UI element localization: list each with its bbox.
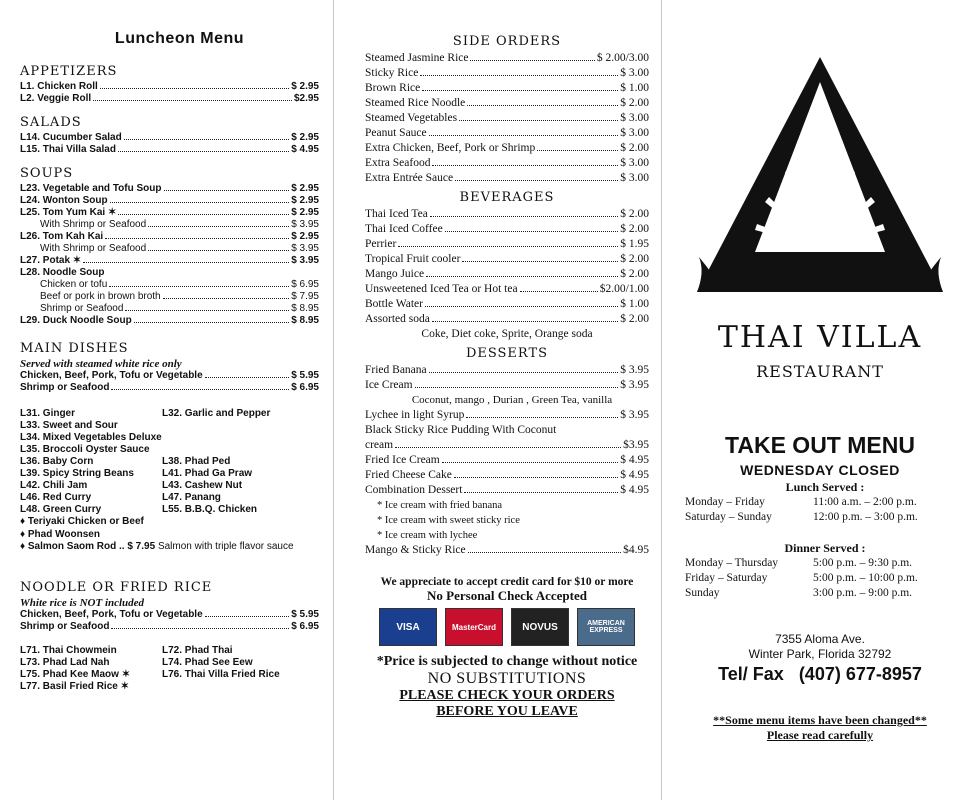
item-name: Chicken, Beef, Pork, Tofu or Vegetable xyxy=(20,608,203,620)
item-price: $3.95 xyxy=(623,439,649,451)
combo-item: * Ice cream with sweet sticky rice xyxy=(377,515,520,526)
item-name: Lychee in light Syrup xyxy=(365,409,465,421)
item-price: $ 4.95 xyxy=(291,144,319,155)
item-name: L2. Veggie Roll xyxy=(20,93,92,104)
dish-item: L31. Ginger xyxy=(20,408,76,419)
tel-number: (407) 677-8957 xyxy=(798,664,922,684)
menu-row xyxy=(365,363,649,378)
menu-row xyxy=(20,267,319,279)
dish-item: L43. Cashew Nut xyxy=(162,480,243,491)
dish-item: L42. Chili Jam xyxy=(20,480,88,491)
leader-dots xyxy=(432,165,618,166)
item-name: L25. Tom Yum Kai ✶ xyxy=(20,207,117,218)
item-price: $ 2.95 xyxy=(291,132,319,143)
item-name: L26. Tom Kah Kai xyxy=(20,231,104,242)
dish-item: L48. Green Curry xyxy=(20,504,102,515)
extra-item: ♦ Teriyaki Chicken or Beef xyxy=(20,516,144,527)
soups-list xyxy=(20,183,319,327)
item-price: $ 2.00 xyxy=(620,97,649,109)
item-price: $ 6.95 xyxy=(291,620,319,632)
main-dishes-note: Served with steamed white rice only xyxy=(20,358,182,370)
beverages-list xyxy=(365,207,649,327)
item-price: $ 3.95 xyxy=(620,364,649,376)
menu-row xyxy=(365,66,649,81)
leader-dots xyxy=(164,190,290,191)
menu-row xyxy=(20,132,319,144)
item-name: L1. Chicken Roll xyxy=(20,81,98,92)
leader-dots xyxy=(111,628,289,629)
dish-item: L75. Phad Kee Maow ✶ xyxy=(20,668,131,680)
item-name: Thai Iced Coffee xyxy=(365,223,443,235)
changed-line: **Some menu items have been changed** xyxy=(713,713,927,727)
item-name: L24. Wonton Soup xyxy=(20,195,108,206)
leader-dots xyxy=(395,447,621,448)
salmon-item: ♦ Salmon Saom Rod .. $ 7.95 xyxy=(20,541,156,552)
dish-item: L36. Baby Corn xyxy=(20,456,94,467)
menu-row xyxy=(20,279,319,291)
card-logos xyxy=(365,608,649,646)
brand-name: THAI VILLA xyxy=(717,320,923,355)
extra-item: ♦ Phad Woonsen xyxy=(20,528,100,540)
dish-item: L71. Thai Chowmein xyxy=(20,644,117,656)
leader-dots xyxy=(398,246,618,247)
item-name: With Shrimp or Seafood xyxy=(40,219,147,230)
item-price: $ 3.00 xyxy=(620,67,649,79)
main-dishes-heading: MAIN DISHES xyxy=(20,341,129,356)
leader-dots xyxy=(111,389,289,390)
item-price: $ 1.00 xyxy=(620,82,649,94)
luncheon-panel xyxy=(0,0,333,800)
item-price: $ 1.95 xyxy=(620,238,649,250)
menu-row xyxy=(20,183,319,195)
item-price: $ 3.95 xyxy=(620,409,649,421)
amex-logo: AMERICAN EXPRESS xyxy=(577,608,635,646)
item-name: Thai Iced Tea xyxy=(365,208,428,220)
item-price: $ 4.95 xyxy=(620,469,649,481)
menu-row xyxy=(20,81,319,93)
menu-row xyxy=(365,543,649,558)
leader-dots xyxy=(454,477,618,478)
item-name: Combination Dessert xyxy=(365,484,463,496)
item-price: $ 3.00 xyxy=(620,157,649,169)
leader-dots xyxy=(205,377,290,378)
brand-restaurant: RESTAURANT xyxy=(756,362,884,381)
item-price: $ 3.00 xyxy=(620,127,649,139)
menu-row xyxy=(365,96,649,111)
menu-row xyxy=(20,609,319,621)
address-line-2: Winter Park, Florida 32792 xyxy=(748,647,892,661)
menu-row xyxy=(20,207,319,219)
menu-row xyxy=(365,81,649,96)
item-price: $ 2.00 xyxy=(620,142,649,154)
leader-dots xyxy=(110,202,290,203)
salads-list xyxy=(20,132,319,156)
item-name: Chicken, Beef, Pork, Tofu or Vegetable xyxy=(20,370,203,381)
menu-row xyxy=(365,282,649,297)
credit-card-note: We appreciate to accept credit card for $10 or more xyxy=(380,576,634,588)
dish-item xyxy=(162,681,319,693)
leader-dots xyxy=(429,135,619,136)
item-price: $ 2.95 xyxy=(291,195,319,206)
luncheon-title: Luncheon Menu xyxy=(114,30,245,47)
menu-row xyxy=(365,51,649,66)
thai-villa-logo xyxy=(695,52,945,302)
leader-dots xyxy=(422,90,618,91)
menu-row xyxy=(365,267,649,282)
item-name: With Shrimp or Seafood xyxy=(40,243,147,254)
dinner-heading: Dinner Served : xyxy=(784,541,866,555)
no-substitutions: NO SUBSTITUTIONS xyxy=(427,670,587,687)
dish-item: L34. Mixed Vegetables Deluxe xyxy=(20,432,162,443)
item-price: $ 4.95 xyxy=(620,454,649,466)
item-price: $ 6.95 xyxy=(291,382,319,393)
leader-dots xyxy=(118,214,289,215)
main-dishes-prices xyxy=(20,370,319,394)
main-dishes-extras xyxy=(20,516,319,554)
dish-item: L77. Basil Fried Rice ✶ xyxy=(20,680,129,692)
item-name: Fried Cheese Cake xyxy=(365,469,452,481)
leader-dots xyxy=(432,321,618,322)
check-orders-1: PLEASE CHECK YOUR ORDERS xyxy=(399,688,615,703)
item-name: Unsweetened Iced Tea or Hot tea xyxy=(365,283,518,295)
leader-dots xyxy=(430,216,618,217)
address-line-1: 7355 Aloma Ave. xyxy=(775,632,865,646)
soups-heading: SOUPS xyxy=(20,166,74,181)
no-check-note: No Personal Check Accepted xyxy=(427,588,587,603)
dish-item: L47. Panang xyxy=(162,492,221,503)
menu-row xyxy=(20,621,319,633)
leader-dots xyxy=(537,150,618,151)
noodle-grid xyxy=(20,645,319,693)
menu-row xyxy=(365,237,649,252)
item-price: $ 3.95 xyxy=(291,219,319,230)
item-name: Extra Chicken, Beef, Pork or Shrimp xyxy=(365,142,536,154)
pudding-line: Black Sticky Rice Pudding With Coconut xyxy=(365,424,557,436)
dish-item: L46. Red Curry xyxy=(20,492,92,503)
extra-item xyxy=(20,541,319,554)
item-name: Shrimp or Seafood xyxy=(40,303,124,314)
novus-logo: NOVUS xyxy=(511,608,569,646)
item-name: Chicken or tofu xyxy=(40,279,108,290)
item-name: Assorted soda xyxy=(365,313,430,325)
item-price: $ 2.00 xyxy=(620,223,649,235)
menu-row xyxy=(365,312,649,327)
menu-row xyxy=(365,171,649,186)
leader-dots xyxy=(455,180,618,181)
menu-row xyxy=(20,144,319,156)
appetizers-heading: APPETIZERS xyxy=(20,64,118,79)
leader-dots xyxy=(125,310,289,311)
item-price: $ 3.00 xyxy=(620,172,649,184)
menu-row xyxy=(365,468,649,483)
side-orders-list xyxy=(365,51,649,186)
item-name: Fried Ice Cream xyxy=(365,454,440,466)
combo-items xyxy=(365,498,649,543)
leader-dots xyxy=(118,151,289,152)
leader-dots xyxy=(442,462,619,463)
item-price: $ 2.95 xyxy=(291,231,319,242)
item-name: cream xyxy=(365,439,394,451)
item-name: Extra Entrée Sauce xyxy=(365,172,454,184)
cover-panel xyxy=(661,0,979,800)
dish-item: L35. Broccoli Oyster Sauce xyxy=(20,444,150,455)
item-name: Mango & Sticky Rice xyxy=(365,544,466,556)
combo-item: * Ice cream with lychee xyxy=(377,530,478,541)
menu-row xyxy=(365,378,649,393)
item-price: $ 2.95 xyxy=(291,81,319,92)
item-price: $ 6.95 xyxy=(291,279,319,290)
item-name: Brown Rice xyxy=(365,82,421,94)
leader-dots xyxy=(425,306,618,307)
dish-item: L72. Phad Thai xyxy=(162,644,233,656)
item-price: $2.00/1.00 xyxy=(599,283,649,295)
item-price: $ 5.95 xyxy=(291,370,319,381)
takeout-title: TAKE OUT MENU xyxy=(725,432,915,458)
hours-row: Saturday – Sunday 12:00 p.m. – 3:00 p.m. xyxy=(685,511,918,523)
leader-dots xyxy=(83,262,289,263)
dish-item xyxy=(162,420,319,432)
item-price: $4.95 xyxy=(623,544,649,556)
item-price: $ 2.95 xyxy=(291,207,319,218)
item-price: $ 1.00 xyxy=(620,298,649,310)
item-price: $ 2.00 xyxy=(620,208,649,220)
menu-row xyxy=(20,303,319,315)
noodle-heading: NOODLE OR FRIED RICE xyxy=(20,579,213,595)
menu-row xyxy=(365,156,649,171)
item-price: $ 8.95 xyxy=(291,303,319,314)
item-name: Bottle Water xyxy=(365,298,423,310)
menu-row xyxy=(365,483,649,498)
leader-dots xyxy=(420,75,618,76)
menu-row xyxy=(365,207,649,222)
menu-row xyxy=(20,195,319,207)
menu-row xyxy=(20,315,319,327)
leader-dots xyxy=(464,492,618,493)
salmon-note: Salmon with triple flavor sauce xyxy=(157,541,294,552)
leader-dots xyxy=(124,139,289,140)
item-price: $ 2.00/3.00 xyxy=(596,52,649,64)
main-dishes-grid xyxy=(20,408,319,516)
dish-item xyxy=(162,444,319,456)
closed-notice: WEDNESDAY CLOSED xyxy=(740,462,900,478)
leader-dots xyxy=(468,552,622,553)
leader-dots xyxy=(520,291,598,292)
menu-row xyxy=(20,370,319,382)
leader-dots xyxy=(462,261,618,262)
item-price: $ 5.95 xyxy=(291,608,319,620)
leader-dots xyxy=(105,238,289,239)
leader-dots xyxy=(100,88,289,89)
leader-dots xyxy=(429,372,619,373)
combo-item: * Ice cream with fried banana xyxy=(377,500,503,511)
item-name: Beef or pork in brown broth xyxy=(40,291,161,302)
phone xyxy=(661,664,979,685)
item-price: $ 3.00 xyxy=(620,112,649,124)
leader-dots xyxy=(148,250,289,251)
item-price: $ 7.95 xyxy=(291,291,319,302)
visa-logo: VISA xyxy=(379,608,437,646)
changed-notice xyxy=(661,713,979,743)
dinner-hours xyxy=(685,541,965,601)
leader-dots xyxy=(415,387,619,388)
item-price: $ 3.95 xyxy=(620,379,649,391)
item-price: $ 2.95 xyxy=(291,183,319,194)
item-price: $ 8.95 xyxy=(291,315,319,326)
dessert-group-2 xyxy=(365,408,649,423)
leader-dots xyxy=(205,616,290,617)
item-name: Tropical Fruit cooler xyxy=(365,253,461,265)
item-name: L27. Potak ✶ xyxy=(20,255,82,266)
leader-dots xyxy=(134,322,290,323)
item-name: L23. Vegetable and Tofu Soup xyxy=(20,183,162,194)
leader-dots xyxy=(109,286,289,287)
dish-item: L32. Garlic and Pepper xyxy=(162,408,271,419)
beverages-heading: BEVERAGES xyxy=(459,190,555,205)
item-name: Mango Juice xyxy=(365,268,425,280)
hours-row: Monday – Friday 11:00 a.m. – 2:00 p.m. xyxy=(685,496,917,508)
read-carefully: Please read carefully xyxy=(766,728,874,742)
hours-row: Friday – Saturday 5:00 p.m. – 10:00 p.m. xyxy=(685,572,918,584)
item-name: Shrimp or Seafood xyxy=(20,382,110,393)
menu-row xyxy=(365,126,649,141)
item-name: Steamed Jasmine Rice xyxy=(365,52,469,64)
item-price: $2.95 xyxy=(293,93,319,104)
sides-panel xyxy=(333,0,661,800)
check-orders-2: BEFORE YOU LEAVE xyxy=(436,704,578,719)
leader-dots xyxy=(467,105,618,106)
item-price: $ 2.00 xyxy=(620,268,649,280)
appetizers-list xyxy=(20,81,319,105)
item-name: L29. Duck Noodle Soup xyxy=(20,315,132,326)
leader-dots xyxy=(470,60,594,61)
menu-row xyxy=(365,438,649,453)
item-name: Perrier xyxy=(365,238,397,250)
item-name: Steamed Vegetables xyxy=(365,112,458,124)
item-price: $ 2.00 xyxy=(620,253,649,265)
item-name: Ice Cream xyxy=(365,379,413,391)
item-name: L15. Thai Villa Salad xyxy=(20,144,116,155)
item-name: Sticky Rice xyxy=(365,67,419,79)
item-name: Steamed Rice Noodle xyxy=(365,97,466,109)
lunch-heading: Lunch Served : xyxy=(785,480,865,494)
noodle-note: White rice is NOT included xyxy=(20,596,145,609)
soda-note: Coke, Diet coke, Sprite, Orange soda xyxy=(421,328,593,340)
lunch-hours xyxy=(685,480,965,525)
dish-item: L33. Sweet and Sour xyxy=(20,420,118,431)
menu-row xyxy=(365,111,649,126)
menu-row xyxy=(20,255,319,267)
menu-row xyxy=(20,291,319,303)
item-name: L28. Noodle Soup xyxy=(20,267,105,278)
item-name: Peanut Sauce xyxy=(365,127,427,139)
leader-dots xyxy=(163,298,290,299)
noodle-prices xyxy=(20,609,319,633)
hours-row: Monday – Thursday 5:00 p.m. – 9:30 p.m. xyxy=(685,557,913,569)
menu-row xyxy=(365,141,649,156)
menu-row xyxy=(20,243,319,255)
leader-dots xyxy=(148,226,289,227)
dessert-group-3 xyxy=(365,438,649,498)
item-price: $ 3.95 xyxy=(291,255,319,266)
item-name: Extra Seafood xyxy=(365,157,431,169)
hours-row: Sunday 3:00 p.m. – 9:00 p.m. xyxy=(685,587,913,599)
dessert-group-1 xyxy=(365,363,649,393)
menu-row xyxy=(365,252,649,267)
leader-dots xyxy=(426,276,618,277)
dish-item: L38. Phad Ped xyxy=(162,456,231,467)
leader-dots xyxy=(445,231,619,232)
item-price: $ 4.95 xyxy=(620,484,649,496)
item-price: $ 2.00 xyxy=(620,313,649,325)
menu-row xyxy=(365,453,649,468)
menu-row xyxy=(20,382,319,394)
dessert-group-4 xyxy=(365,543,649,558)
item-name: Shrimp or Seafood xyxy=(20,620,110,632)
menu-row xyxy=(20,219,319,231)
menu-row xyxy=(20,93,319,105)
leader-dots xyxy=(466,417,618,418)
salads-heading: SALADS xyxy=(20,115,82,130)
menu-row xyxy=(20,231,319,243)
dish-item: L73. Phad Lad Nah xyxy=(20,656,110,668)
price-change-note: *Price is subjected to change without notice xyxy=(376,654,638,669)
dish-item xyxy=(162,432,319,444)
dish-item: L55. B.B.Q. Chicken xyxy=(162,504,258,515)
mastercard-logo: MasterCard xyxy=(445,608,503,646)
item-name: Fried Banana xyxy=(365,364,427,376)
item-price: $ 3.95 xyxy=(291,243,319,254)
dish-item: L41. Phad Ga Praw xyxy=(162,468,253,479)
menu-row xyxy=(365,297,649,312)
dish-item: L39. Spicy String Beans xyxy=(20,468,134,479)
side-orders-heading: SIDE ORDERS xyxy=(452,34,562,49)
dish-item: L74. Phad See Eew xyxy=(162,656,253,668)
item-name: L14. Cucumber Salad xyxy=(20,132,122,143)
menu-row xyxy=(365,408,649,423)
leader-dots xyxy=(93,100,292,101)
menu-row xyxy=(365,222,649,237)
ice-cream-flavors: Coconut, mango , Durian , Green Tea, vanilla xyxy=(411,394,613,406)
leader-dots xyxy=(459,120,618,121)
dish-item: L76. Thai Villa Fried Rice xyxy=(162,668,280,680)
desserts-heading: DESSERTS xyxy=(465,346,549,361)
tel-label: Tel/ Fax xyxy=(718,664,784,684)
